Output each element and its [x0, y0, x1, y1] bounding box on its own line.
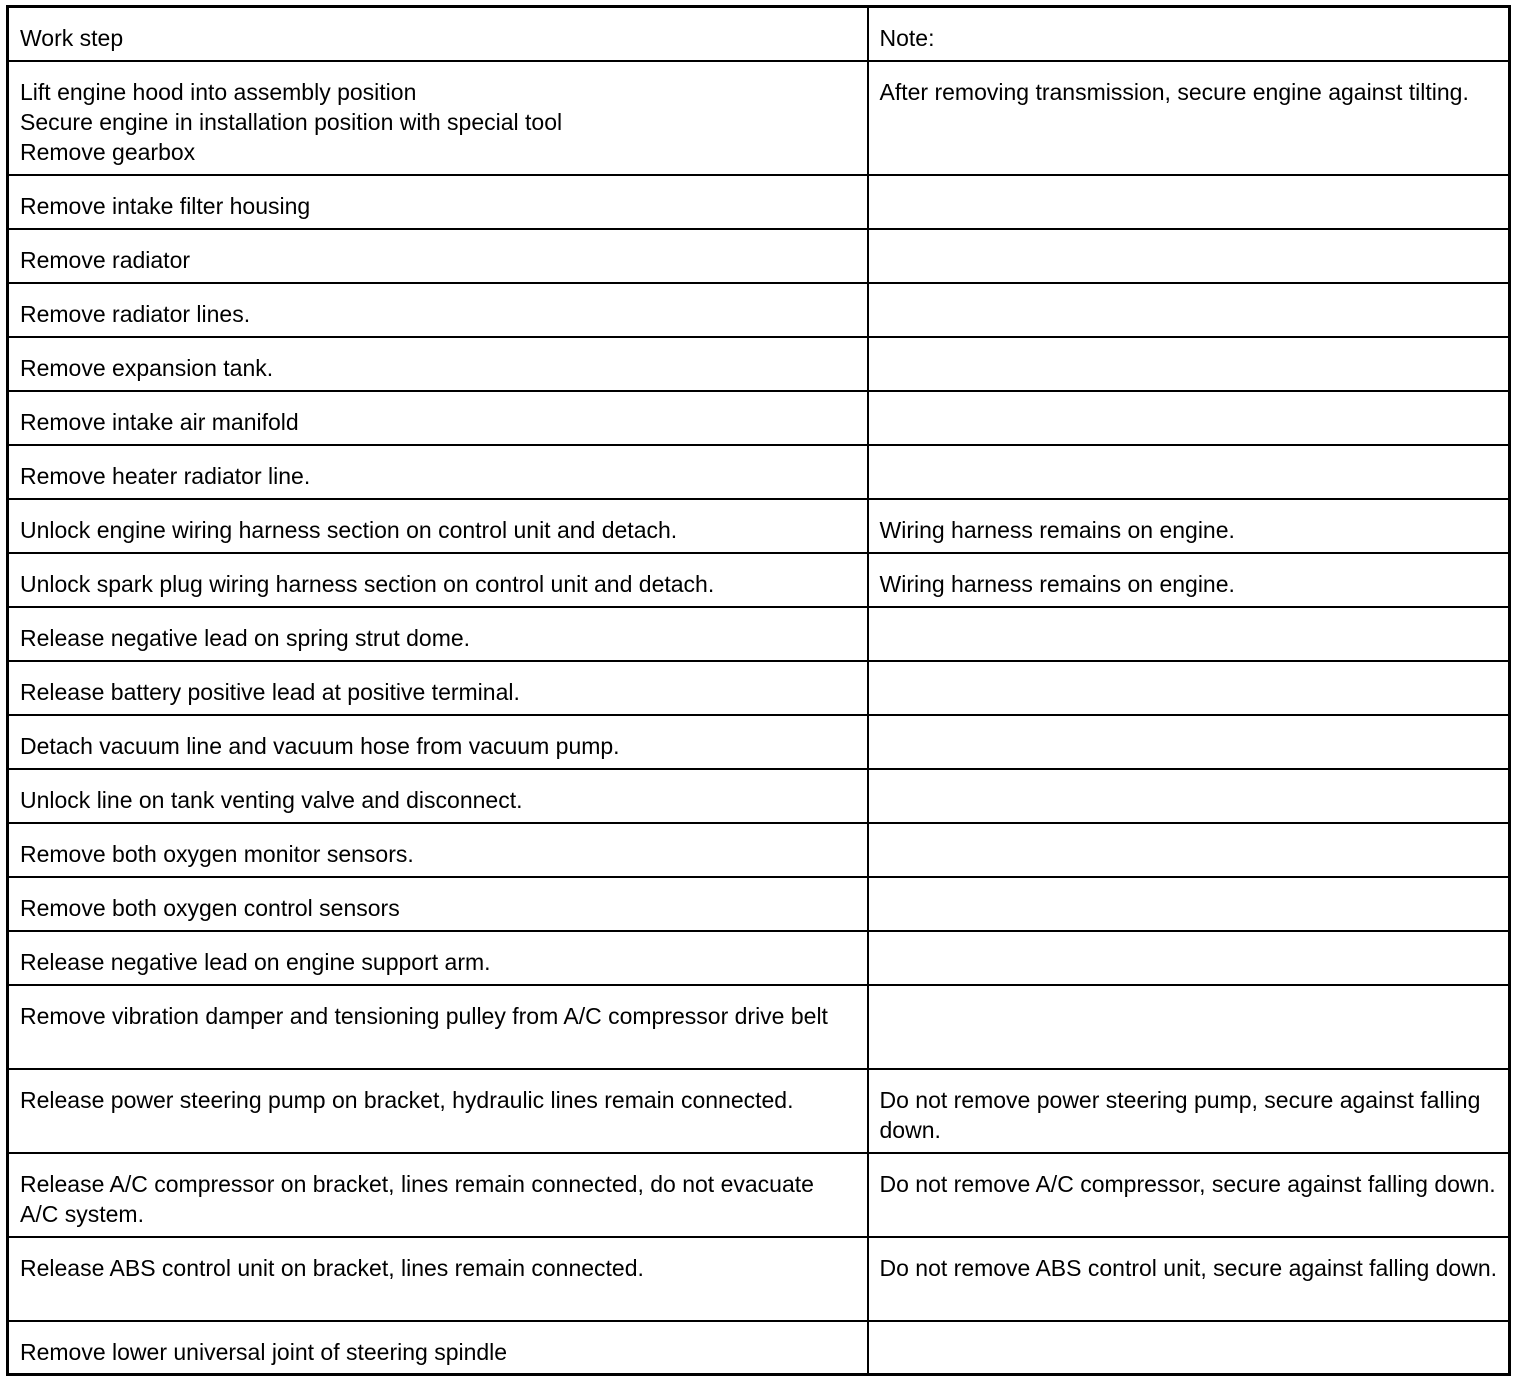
- note-cell: [868, 445, 1510, 499]
- note-cell: [868, 715, 1510, 769]
- table-row: [8, 61, 1510, 175]
- note-cell: Do not remove ABS control unit, secure against falling down.: [868, 1237, 1510, 1321]
- note-cell: Wiring harness remains on engine.: [868, 553, 1510, 607]
- table-row: [8, 877, 1510, 931]
- work-step-header: Work step: [8, 7, 868, 61]
- table-row: [8, 391, 1510, 445]
- table-row: [8, 1153, 1510, 1237]
- work-step-cell: Remove lower universal joint of steering spindle: [8, 1321, 868, 1375]
- work-step-cell: Release battery positive lead at positive terminal.: [8, 661, 868, 715]
- table-row: [8, 607, 1510, 661]
- work-step-cell: [8, 61, 868, 175]
- note-cell: [868, 931, 1510, 985]
- table-row: [8, 445, 1510, 499]
- table-row: [8, 283, 1510, 337]
- work-step-cell: Remove radiator lines.: [8, 283, 868, 337]
- work-step-cell: Release A/C compressor on bracket, lines remain connected, do not evacuate A/C system.: [8, 1153, 868, 1237]
- note-cell: [868, 337, 1510, 391]
- work-step-line: Lift engine hood into assembly position: [20, 78, 417, 105]
- work-step-cell: Remove expansion tank.: [8, 337, 868, 391]
- note-header: Note:: [868, 7, 1510, 61]
- table-row: [8, 985, 1510, 1069]
- table-row: [8, 661, 1510, 715]
- work-step-cell: Release power steering pump on bracket, hydraulic lines remain connected.: [8, 1069, 868, 1153]
- table-row: [8, 229, 1510, 283]
- note-cell: Wiring harness remains on engine.: [868, 499, 1510, 553]
- note-cell: [868, 175, 1510, 229]
- note-cell: Do not remove power steering pump, secure against falling down.: [868, 1069, 1510, 1153]
- note-cell: [868, 661, 1510, 715]
- table-row: [8, 715, 1510, 769]
- work-step-cell: Remove radiator: [8, 229, 868, 283]
- table-row: [8, 337, 1510, 391]
- table-row: [8, 823, 1510, 877]
- work-step-line: Secure engine in installation position with special tool: [20, 108, 563, 135]
- note-cell: After removing transmission, secure engine against tilting.: [868, 61, 1510, 175]
- work-step-cell: Unlock line on tank venting valve and disconnect.: [8, 769, 868, 823]
- work-step-cell: Detach vacuum line and vacuum hose from vacuum pump.: [8, 715, 868, 769]
- work-step-cell: Remove intake filter housing: [8, 175, 868, 229]
- work-step-cell: Release ABS control unit on bracket, lines remain connected.: [8, 1237, 868, 1321]
- note-cell: [868, 877, 1510, 931]
- note-cell: [868, 391, 1510, 445]
- work-step-cell: Release negative lead on engine support arm.: [8, 931, 868, 985]
- table-row: [8, 499, 1510, 553]
- note-cell: Do not remove A/C compressor, secure against falling down.: [868, 1153, 1510, 1237]
- work-step-cell: Unlock spark plug wiring harness section on control unit and detach.: [8, 553, 868, 607]
- work-step-cell: Unlock engine wiring harness section on control unit and detach.: [8, 499, 868, 553]
- work-step-line: Remove gearbox: [20, 138, 196, 165]
- work-step-cell: Release negative lead on spring strut dome.: [8, 607, 868, 661]
- table-header-row: [8, 7, 1510, 61]
- table-row: [8, 553, 1510, 607]
- work-step-cell: Remove heater radiator line.: [8, 445, 868, 499]
- note-cell: [868, 985, 1510, 1069]
- note-cell: [868, 283, 1510, 337]
- note-cell: [868, 1321, 1510, 1375]
- note-cell: [868, 607, 1510, 661]
- note-cell: [868, 229, 1510, 283]
- table-row: [8, 1237, 1510, 1321]
- note-cell: [868, 769, 1510, 823]
- work-step-cell: Remove intake air manifold: [8, 391, 868, 445]
- table-row: [8, 1321, 1510, 1375]
- work-step-cell: Remove both oxygen control sensors: [8, 877, 868, 931]
- table-row: [8, 931, 1510, 985]
- table-row: [8, 1069, 1510, 1153]
- table-row: [8, 769, 1510, 823]
- note-cell: [868, 823, 1510, 877]
- work-steps-table: [6, 5, 1511, 1376]
- work-step-cell: Remove both oxygen monitor sensors.: [8, 823, 868, 877]
- table-row: [8, 175, 1510, 229]
- work-step-cell: Remove vibration damper and tensioning pulley from A/C compressor drive belt: [8, 985, 868, 1069]
